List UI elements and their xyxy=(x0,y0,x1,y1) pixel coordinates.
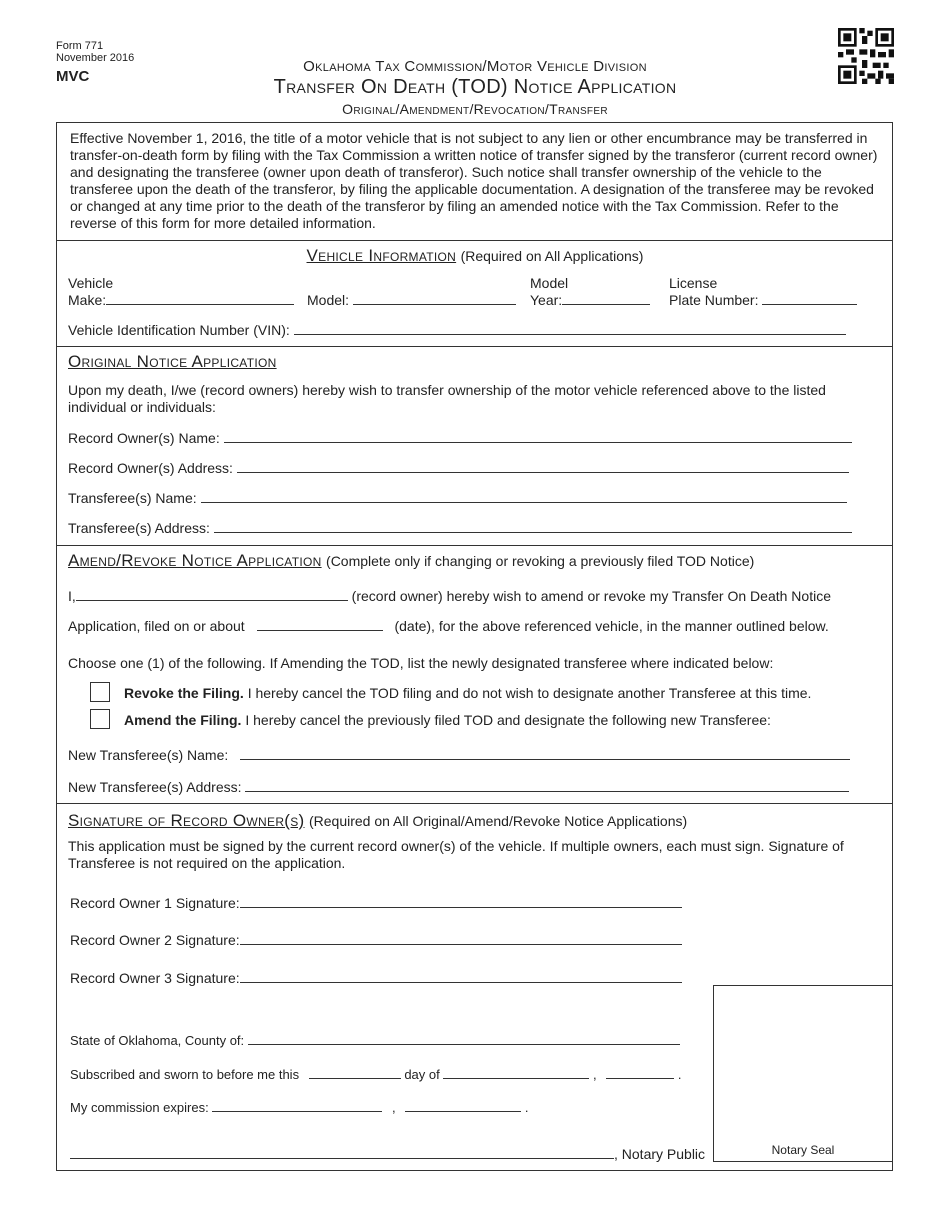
page-subtitle: Original/Amendment/Revocation/Transfer xyxy=(342,101,608,117)
i-label: I, xyxy=(68,588,76,604)
plate-field[interactable] xyxy=(669,292,857,308)
notary-input[interactable] xyxy=(70,1146,614,1159)
qr-code-icon xyxy=(838,28,894,84)
make-input[interactable] xyxy=(106,292,294,305)
comma: , xyxy=(391,1100,396,1115)
model-input[interactable] xyxy=(353,292,516,305)
record-owner-field[interactable] xyxy=(68,588,831,604)
owner1-signature-field[interactable] xyxy=(70,895,682,911)
notary-seal-box xyxy=(713,985,893,1162)
commission-year-input[interactable] xyxy=(405,1099,521,1112)
vin-input[interactable] xyxy=(294,322,846,335)
divider xyxy=(56,545,893,546)
transferee-address-label: Transferee(s) Address: xyxy=(68,520,210,536)
county-field[interactable] xyxy=(70,1032,680,1048)
divider xyxy=(56,803,893,804)
signature-heading xyxy=(68,811,687,831)
sworn-field[interactable] xyxy=(70,1066,682,1082)
amend-checkbox[interactable] xyxy=(90,709,110,729)
year-label-top: Model xyxy=(530,275,569,291)
make-label-top: Vehicle xyxy=(68,275,114,291)
owner2-input[interactable] xyxy=(240,932,682,945)
form-date: November 2016 xyxy=(56,52,135,64)
form-number: Form 771 xyxy=(56,40,104,52)
date-text: (date), for the above referenced vehicle, in the manner outlined below. xyxy=(394,618,829,634)
divider xyxy=(56,240,893,241)
new-address-input[interactable] xyxy=(245,779,849,792)
transferee-name-label: Transferee(s) Name: xyxy=(68,490,197,506)
revoke-bold: Revoke the Filing. xyxy=(124,685,244,701)
section-title: Amend/Revoke Notice Application xyxy=(68,551,322,570)
filed-date-field[interactable] xyxy=(68,618,829,634)
new-address-label: New Transferee(s) Address: xyxy=(68,779,242,795)
sworn-month-input[interactable] xyxy=(443,1066,589,1079)
vehicle-heading xyxy=(0,246,950,266)
year-label: Year: xyxy=(530,292,563,308)
signature-text: This application must be signed by the current record owner(s) of the vehicle. If multiple owners, each must sign. Signature of Transferee is not required on the application. xyxy=(68,838,844,871)
owner3-signature-field[interactable] xyxy=(70,970,682,986)
transferee-address-input[interactable] xyxy=(214,520,852,533)
plate-label-top: License xyxy=(669,275,718,291)
revoke-text: I hereby cancel the TOD filing and do not wish to designate another Transferee at this time. xyxy=(243,685,812,701)
record-owner-input[interactable] xyxy=(76,588,348,601)
year-field[interactable] xyxy=(530,292,650,308)
owner2-signature-field[interactable] xyxy=(70,932,682,948)
vin-field[interactable] xyxy=(68,322,846,338)
owner2-label: Record Owner 2 Signature: xyxy=(70,932,240,948)
notary-public-label: , Notary Public xyxy=(614,1146,706,1162)
make-field[interactable] xyxy=(68,292,294,308)
period: . xyxy=(677,1067,682,1082)
vin-label: Vehicle Identification Number (VIN): xyxy=(68,322,290,338)
plate-label: Plate Number: xyxy=(669,292,759,308)
transferee-name-field[interactable] xyxy=(68,490,847,506)
owner3-label: Record Owner 3 Signature: xyxy=(70,970,240,986)
plate-input[interactable] xyxy=(762,292,857,305)
county-input[interactable] xyxy=(248,1032,680,1045)
agency-name: Oklahoma Tax Commission/Motor Vehicle Division xyxy=(303,58,647,75)
filed-label: Application, filed on or about xyxy=(68,618,245,634)
county-label: State of Oklahoma, County of: xyxy=(70,1033,245,1048)
section-title: Vehicle Information xyxy=(306,246,457,265)
commission-date-input[interactable] xyxy=(212,1099,382,1112)
model-label: Model: xyxy=(307,292,350,308)
owner-address-label: Record Owner(s) Address: xyxy=(68,460,233,476)
revoke-checkbox[interactable] xyxy=(90,682,110,702)
owner3-input[interactable] xyxy=(240,970,682,983)
revoke-option xyxy=(124,685,811,701)
owner-address-field[interactable] xyxy=(68,460,849,476)
owner-name-field[interactable] xyxy=(68,430,852,446)
section-note: (Required on All Original/Amend/Revoke Notice Applications) xyxy=(308,813,688,829)
intro-text: Effective November 1, 2016, the title of a motor vehicle that is not subject to any lien or other encumbrance may be transferred in transfer-on-death form by filing with the Tax Commission a written notice of transfer signed by the transferor (current record owner) and designating the transferee (owner upon death of transferor). Such notice shall transfer ownership of the vehicle to the transferee upon the death of the transferor, by filing the applicable documentation. A designation of the transferee may be revoked or changed at any time prior to the death of the transferor by filing an amended notice with the Tax Commission. Refer to the reverse of this form for more detailed information. xyxy=(70,130,878,231)
divider xyxy=(56,346,893,347)
owner1-input[interactable] xyxy=(240,895,682,908)
notary-seal-label: Notary Seal xyxy=(771,1143,835,1157)
commission-label: My commission expires: xyxy=(70,1100,209,1115)
original-heading: Original Notice Application xyxy=(68,352,277,371)
sworn-day-input[interactable] xyxy=(309,1066,401,1079)
period: . xyxy=(524,1100,529,1115)
year-input[interactable] xyxy=(562,292,650,305)
page-title: Transfer On Death (TOD) Notice Application xyxy=(273,76,677,98)
new-name-field[interactable] xyxy=(68,747,850,763)
new-address-field[interactable] xyxy=(68,779,849,795)
commission-field[interactable] xyxy=(70,1099,528,1115)
amend-text: I hereby cancel the previously filed TOD and designate the following new Transferee: xyxy=(241,712,771,728)
new-name-input[interactable] xyxy=(240,747,850,760)
sworn-year-input[interactable] xyxy=(606,1066,674,1079)
form-code: MVC xyxy=(56,68,90,85)
new-name-label: New Transferee(s) Name: xyxy=(68,747,229,763)
section-note: (Complete only if changing or revoking a previously filed TOD Notice) xyxy=(326,553,755,569)
make-label: Make: xyxy=(68,292,107,308)
amend-heading xyxy=(68,551,754,571)
notary-field[interactable] xyxy=(70,1146,705,1162)
filed-date-input[interactable] xyxy=(257,618,383,631)
day-of-label: day of xyxy=(404,1067,440,1082)
owner-name-label: Record Owner(s) Name: xyxy=(68,430,220,446)
owner1-label: Record Owner 1 Signature: xyxy=(70,895,240,911)
record-owner-text: (record owner) hereby wish to amend or revoke my Transfer On Death Notice xyxy=(351,588,831,604)
section-note: (Required on All Applications) xyxy=(460,248,644,264)
choose-text: Choose one (1) of the following. If Amending the TOD, list the newly designated transferee where indicated below: xyxy=(68,655,774,671)
section-title: Signature of Record Owner(s) xyxy=(68,811,305,830)
sworn-label: Subscribed and sworn to before me this xyxy=(70,1067,300,1082)
owner-address-input[interactable] xyxy=(237,460,849,473)
amend-option xyxy=(124,712,771,728)
transferee-name-input[interactable] xyxy=(201,490,847,503)
model-field[interactable] xyxy=(307,292,516,308)
transferee-address-field[interactable] xyxy=(68,520,852,536)
original-text: Upon my death, I/we (record owners) hereby wish to transfer ownership of the motor vehicle referenced above to the listed individual or individuals: xyxy=(68,382,826,415)
comma: , xyxy=(593,1067,597,1082)
amend-bold: Amend the Filing. xyxy=(124,712,242,728)
owner-name-input[interactable] xyxy=(224,430,852,443)
